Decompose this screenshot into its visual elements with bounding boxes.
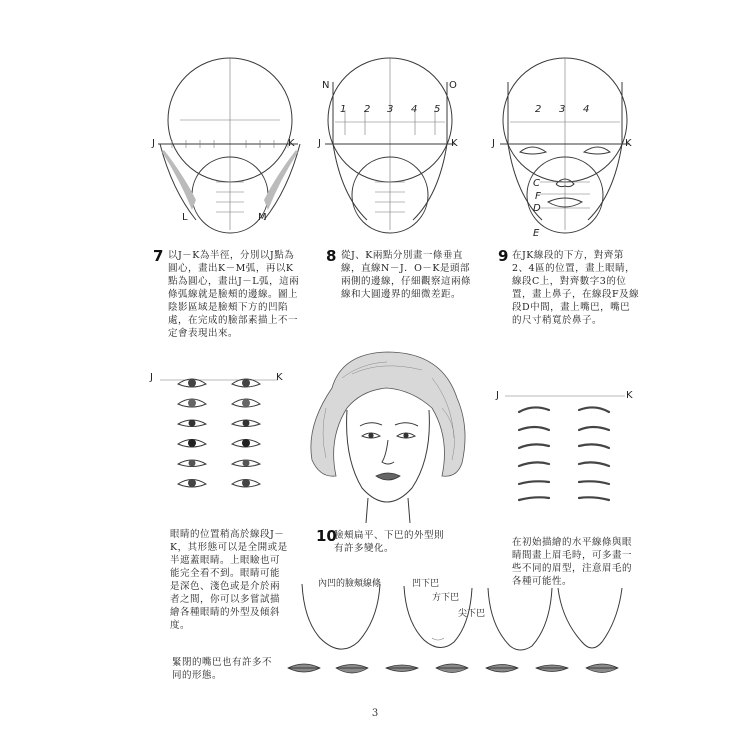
step-9-number: 9 — [498, 247, 509, 265]
label-m: M — [258, 212, 267, 223]
label-j: J — [492, 138, 495, 149]
eyebrow-variations — [505, 386, 630, 516]
step-8-text: 從J、K兩點分別畫一條垂直線，直線N－J．O－K是頭部兩側的邊線，仔細觀察這兩條線和大圓邊界的細微差距。 — [341, 250, 472, 300]
diagram-step-8 — [315, 60, 465, 235]
chin-label-pointed: 尖下巴 — [458, 609, 486, 619]
step-8-number: 8 — [326, 247, 337, 265]
brows-label-k: K — [626, 390, 633, 401]
digit-4: 4 — [583, 104, 590, 115]
label-j: J — [152, 138, 155, 149]
brows-label-j: J — [496, 390, 499, 401]
step-10-number: 10 — [316, 527, 337, 545]
digit-4: 4 — [411, 104, 418, 115]
label-e: E — [533, 228, 540, 239]
digit-1: 1 — [340, 104, 347, 115]
eye-variations — [160, 372, 285, 502]
diagram-step-9 — [490, 60, 640, 235]
digit-5: 5 — [434, 104, 441, 115]
label-n: N — [322, 80, 330, 91]
chin-label-square: 方下巴 — [432, 593, 460, 603]
digit-2: 2 — [535, 104, 542, 115]
brows-text: 在初始描繪的水平線條與眼睛間畫上眉毛時，可多畫一些不同的眉型，注意眉毛的各種可能性。 — [512, 537, 633, 587]
mouth-variations — [280, 656, 640, 686]
step-7-number: 7 — [153, 247, 164, 265]
mouth-text: 緊閉的嘴巴也有許多不同的形態。 — [172, 657, 273, 681]
label-k: K — [451, 138, 458, 149]
digit-3: 3 — [387, 104, 394, 115]
label-j: J — [318, 138, 321, 149]
label-o: O — [449, 80, 457, 91]
eyes-text: 眼睛的位置稍高於線段J－K，其形態可以是全開或是半遮蓋眼睛。上眼瞼也可能完全看不到。眼睛可能是深色、淺色或是介於兩者之間，你可以多嘗試描繪各種眼睛的外型及傾斜度。 — [170, 529, 288, 631]
label-k: K — [625, 138, 632, 149]
diagram-step-7 — [150, 60, 310, 235]
eyes-label-k: K — [276, 372, 283, 383]
label-d: D — [533, 203, 541, 214]
chin-label-cheek: 內凹的臉頰線條 — [318, 579, 382, 589]
eyes-label-j: J — [150, 372, 153, 383]
page-number: 3 — [371, 708, 379, 719]
chin-shapes — [300, 580, 630, 660]
chin-label-cleft: 凹下巴 — [412, 579, 440, 589]
label-k: K — [288, 138, 295, 149]
digit-3: 3 — [559, 104, 566, 115]
label-c: C — [533, 178, 540, 189]
label-f: F — [535, 191, 541, 202]
step-9-text: 在JK線段的下方，對齊第2、4區的位置，畫上眼睛，線段C上，對齊數字3的位置，畫上鼻子，在線段F及線段D中間，畫上嘴巴，嘴巴的尺寸稍寬於鼻子。 — [512, 250, 640, 326]
portrait-drawing — [292, 348, 482, 523]
step-7-text: 以J－K為半徑，分別以J點為圓心，畫出K－M弧，再以K點為圓心，畫出J－L弧，這兩條弧線就是臉頰的邊線。圖上陰影區域是臉頰下方的凹陷處，在完成的臉部素描上不一定會表現出來。 — [168, 250, 300, 339]
digit-2: 2 — [364, 104, 371, 115]
label-l: L — [182, 212, 188, 223]
step-10-text: 臉頰扁平、下巴的外型則有許多變化。 — [334, 530, 445, 554]
